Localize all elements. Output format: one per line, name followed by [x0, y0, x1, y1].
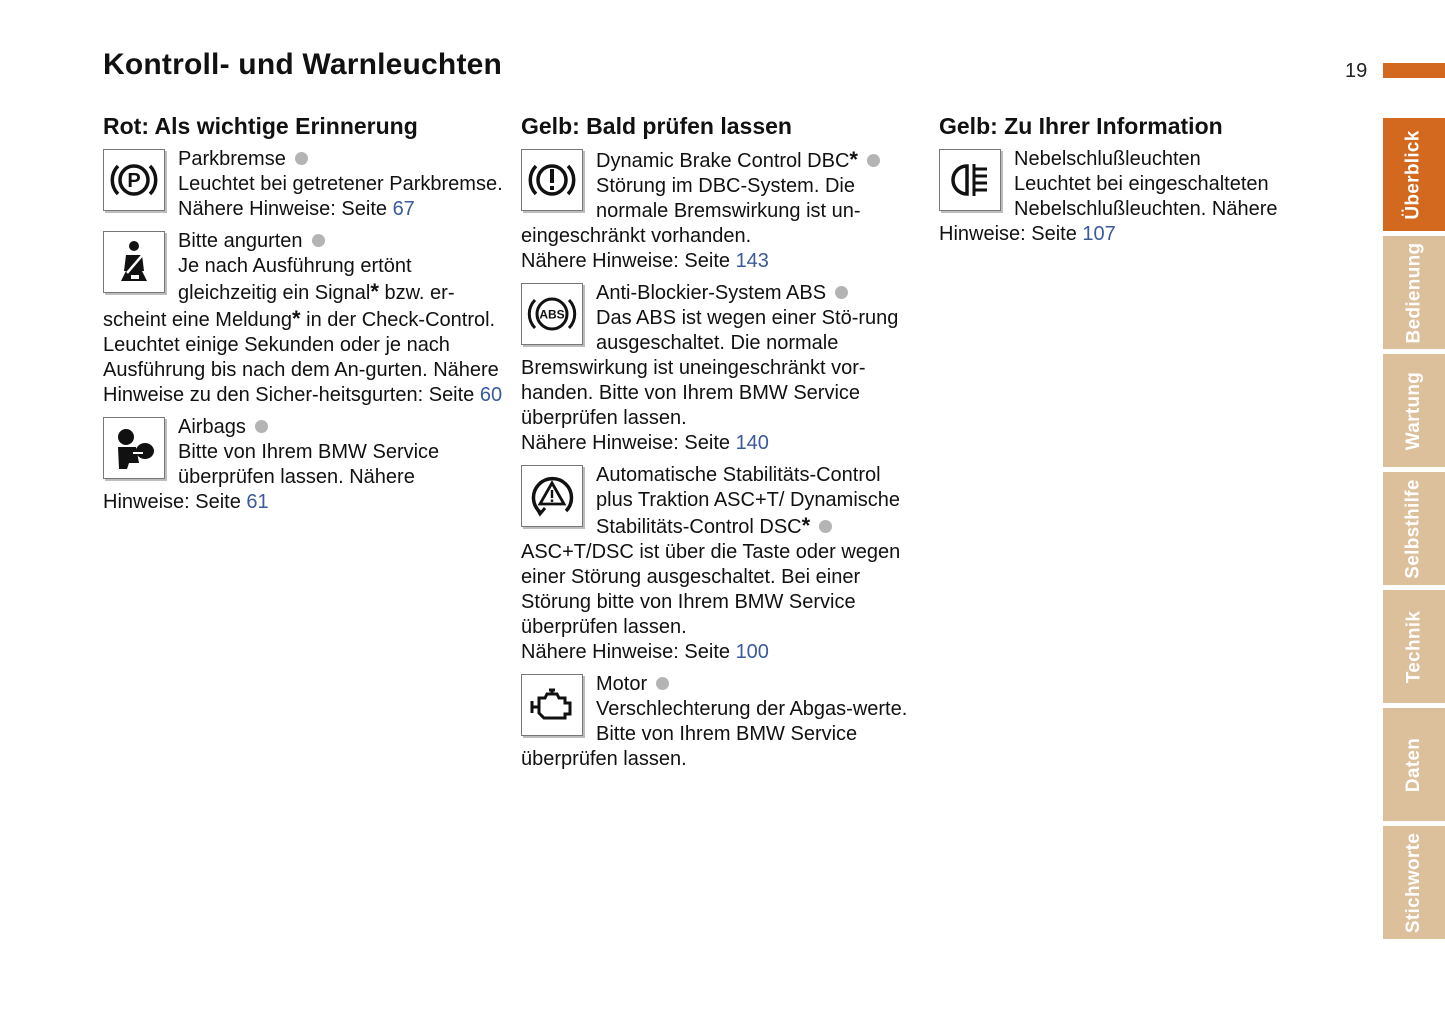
status-dot — [819, 520, 832, 533]
reference-label: Nähere Hinweise: Seite — [178, 198, 387, 220]
rear-fog-light-icon — [939, 149, 1001, 211]
entry-title: Dynamic Brake Control DBC — [596, 150, 850, 172]
column-red-reminder — [103, 110, 503, 522]
tab-label: Daten — [1402, 737, 1424, 792]
entry-title: Motor — [596, 673, 648, 695]
reference-label: Nähere Hinweise: Seite — [521, 250, 730, 272]
stability-control-icon — [521, 465, 583, 527]
tab-label: Selbsthilfe — [1403, 478, 1425, 579]
entry-title: Parkbremse — [178, 148, 286, 170]
tab-stichworte[interactable] — [1383, 826, 1445, 939]
optional-equipment-star: * — [801, 513, 811, 538]
brake-warning-icon — [521, 149, 583, 211]
airbag-icon — [103, 417, 165, 479]
reference-label: Nähere Hinweise: Seite — [521, 432, 730, 454]
tab-label: Technik — [1403, 610, 1424, 683]
entry-text: bzw. er-scheint eine Meldung — [103, 282, 455, 331]
chapter-tabs — [1383, 118, 1445, 944]
abs-icon-label: ABS — [539, 307, 565, 322]
entry-text: Je nach Ausführung ertönt gleichzeitig ein Signal — [178, 255, 412, 304]
entry-abs — [521, 281, 921, 456]
entry-text: Störung im DBC-System. Die normale Bremswirkung ist un-eingeschränkt vorhanden. — [521, 175, 861, 247]
column-yellow-information — [939, 110, 1329, 254]
page-link[interactable]: 140 — [735, 432, 769, 454]
entry-seatbelt — [103, 229, 503, 408]
tab-daten[interactable] — [1383, 708, 1445, 821]
abs-icon — [521, 283, 583, 345]
svg-text:P: P — [127, 170, 141, 192]
page-number: 19 — [1345, 60, 1368, 82]
entry-airbags — [103, 415, 503, 515]
optional-equipment-star: * — [849, 147, 858, 172]
seatbelt-icon — [103, 231, 165, 293]
column-heading: Rot: Als wichtige Erinnerung — [103, 113, 418, 139]
page-link[interactable]: 100 — [735, 641, 769, 663]
tab-label: Wartung — [1403, 371, 1424, 450]
optional-equipment-star: * — [370, 279, 379, 304]
tab-label: Stichworte — [1403, 832, 1424, 933]
entry-title: Bitte angurten — [178, 230, 303, 252]
entry-engine — [521, 672, 921, 772]
column-heading: Gelb: Bald prüfen lassen — [521, 113, 792, 139]
status-dot — [295, 152, 308, 165]
page-link[interactable]: 67 — [392, 198, 415, 220]
status-dot — [867, 154, 880, 167]
status-dot — [255, 420, 268, 433]
entry-text: Leuchtet bei getretener Parkbremse. — [178, 173, 503, 195]
status-dot — [835, 286, 848, 299]
entry-title: Nebelschlußleuchten — [1014, 148, 1201, 170]
entry-text: Verschlechterung der Abgas-werte. Bitte von Ihrem BMW Service überprüfen lassen. — [521, 698, 908, 770]
tab-label: Bedienung — [1403, 242, 1424, 343]
optional-equipment-star: * — [292, 306, 301, 331]
status-dot — [312, 234, 325, 247]
status-dot — [656, 677, 669, 690]
page-link[interactable]: 60 — [479, 384, 503, 406]
entry-title: Anti-Blockier-System ABS — [596, 282, 827, 304]
entry-title: Automatische Stabilitäts-Control plus Traktion ASC+T/ Dynamische Stabilitäts-Control DSC — [596, 464, 901, 538]
page-link[interactable]: 143 — [735, 250, 769, 272]
entry-text: in der Check-Control. Leuchtet einige Sekunden oder je nach Ausführung bis nach dem An-gurten. Nähere Hinweise zu den Sicher-heitsgurten: Seite — [103, 309, 499, 406]
entry-asc-dsc — [521, 463, 921, 665]
entry-text: ASC+T/DSC ist über die Taste oder wegen einer Störung ausgeschaltet. Bei einer Störung bitte von Ihrem BMW Service überprüfen lassen. — [521, 541, 901, 638]
entry-parking-brake — [103, 147, 503, 222]
parking-brake-icon — [103, 149, 165, 211]
entry-text: Das ABS ist wegen einer Stö-rung ausgeschaltet. Die normale Bremswirkung ist uneingeschränkt vor-handen. Bitte von Ihrem BMW Service überprüfen lassen. — [521, 307, 899, 429]
page-link[interactable]: 107 — [1082, 223, 1116, 245]
entry-title: Airbags — [178, 416, 246, 438]
entry-text: Bitte von Ihrem BMW Service überprüfen lassen. Nähere Hinweise: Seite — [103, 441, 440, 513]
entry-text: Leuchtet bei eingeschalteten Nebelschlußleuchten. Nähere Hinweise: Seite — [939, 173, 1278, 245]
page-title: Kontroll- und Warnleuchten — [103, 48, 503, 81]
tab-bedienung[interactable] — [1383, 236, 1445, 349]
entry-rear-fog-light — [939, 147, 1329, 247]
tab-technik[interactable] — [1383, 590, 1445, 703]
tab-ueberblick[interactable] — [1383, 118, 1445, 231]
tab-selbsthilfe[interactable] — [1383, 472, 1445, 585]
tab-wartung[interactable] — [1383, 354, 1445, 467]
reference-label: Nähere Hinweise: Seite — [521, 641, 730, 663]
page-link[interactable]: 61 — [246, 491, 269, 513]
column-yellow-check-soon — [521, 110, 921, 779]
engine-icon — [521, 674, 583, 736]
entry-dbc — [521, 147, 921, 274]
column-heading: Gelb: Zu Ihrer Information — [939, 113, 1223, 139]
tab-label: Überblick — [1403, 129, 1425, 220]
chapter-marker-bar — [1383, 63, 1445, 78]
